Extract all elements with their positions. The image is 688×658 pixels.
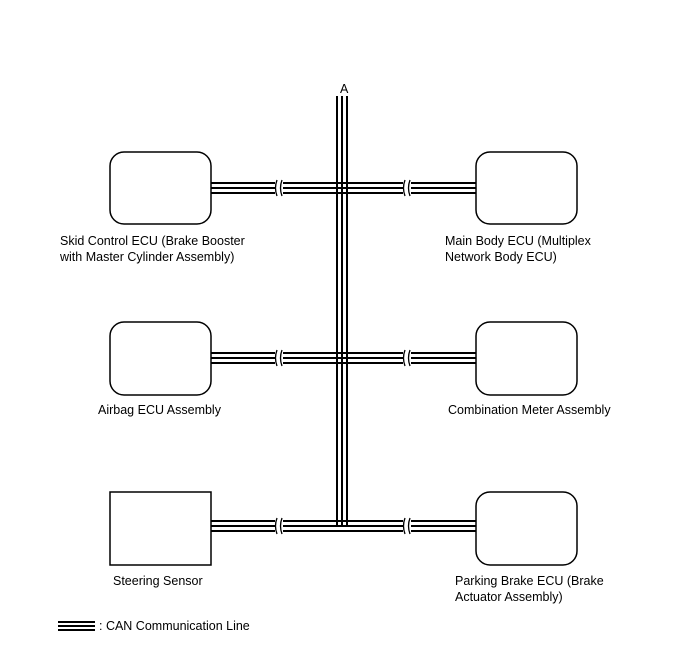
steering-sensor-label: Steering Sensor [113, 574, 203, 588]
main-bus [337, 96, 347, 527]
combination-meter-label: Combination Meter Assembly [448, 403, 611, 417]
legend [58, 619, 250, 633]
skid-control-ecu-box [110, 152, 211, 224]
main-body-ecu-label-2: Network Body ECU) [445, 250, 557, 264]
main-body-ecu-box [476, 152, 577, 224]
combination-meter-box [476, 322, 577, 395]
legend-line-symbol [58, 622, 95, 630]
skid-control-ecu-label-2: with Master Cylinder Assembly) [60, 250, 235, 264]
parking-brake-ecu-box [476, 492, 577, 565]
steering-sensor-box [110, 492, 211, 565]
parking-brake-ecu-label-1: Parking Brake ECU (Brake [455, 574, 604, 588]
branch-row2 [211, 353, 476, 363]
branch-row1 [211, 183, 476, 193]
legend-label: : CAN Communication Line [99, 619, 250, 633]
airbag-ecu-label: Airbag ECU Assembly [98, 403, 221, 417]
branch-row3 [211, 521, 476, 531]
skid-control-ecu-label-1: Skid Control ECU (Brake Booster [60, 234, 245, 248]
airbag-ecu-box [110, 322, 211, 395]
parking-brake-ecu-label-2: Actuator Assembly) [455, 590, 563, 604]
main-body-ecu-label-1: Main Body ECU (Multiplex [445, 234, 591, 248]
connector-label: A [340, 82, 349, 96]
